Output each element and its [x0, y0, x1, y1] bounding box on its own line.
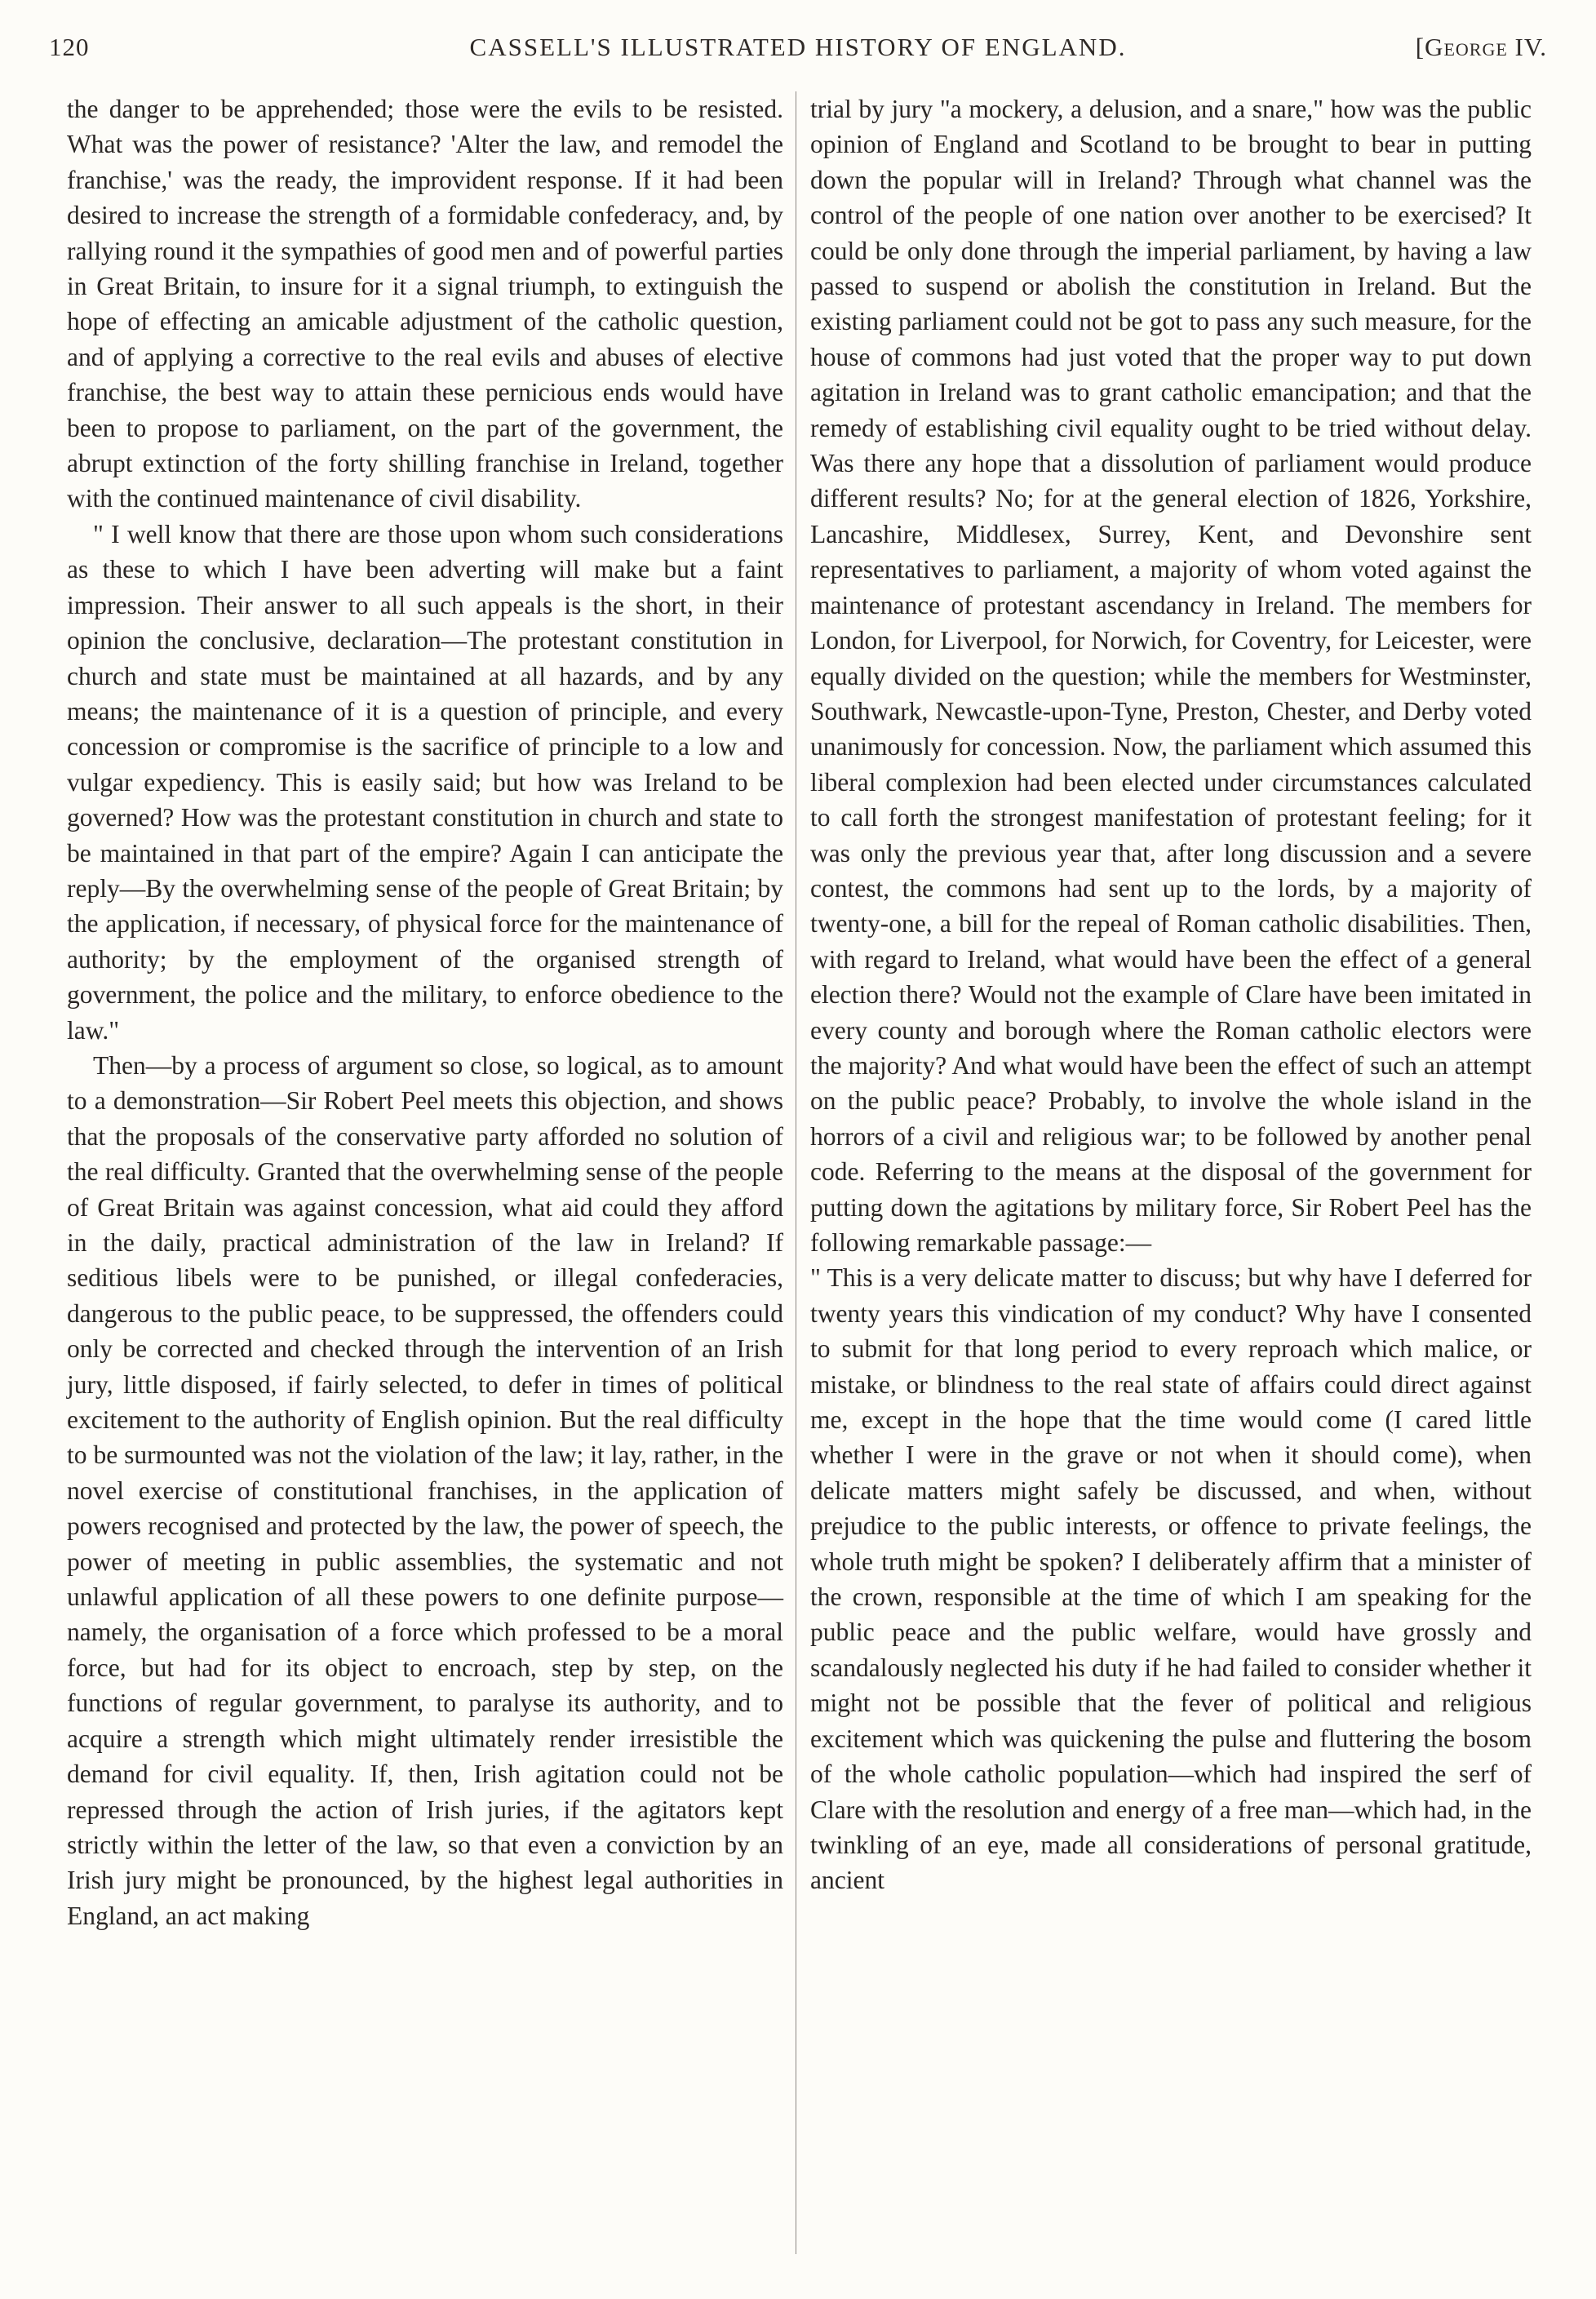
paragraph: " I well know that there are those upon whom such considerations as these to which I have been adverting will make but a faint impression. Their answer to all such appeals is the short, in their opinion the conclusive, declaration—The protestant constitution in church and state must be maintained at all hazards, and by any means; the maintenance of it is a question of principle, and every concession or compromise is the sacrifice of principle to a low and vulgar expediency. This is easily said; but how was Ireland to be governed? How was the protestant constitution in church and state to be maintained in that part of the empire? Again I can anticipate the reply—By the overwhelming sense of the people of Great Britain; by the application, if necessary, of physical force for the maintenance of authority; by the employment of the organised strength of government, the police and the military, to enforce obedience to the law.": [67, 519, 783, 1045]
page-number: 120: [49, 33, 90, 61]
paragraph: Then—by a process of argument so close, so logical, as to amount to a demonstration—Sir Robert Peel meets this objection, and shows that the proposals of the conservative party afforded no solution of the real difficulty. Granted that the overwhelming sense of the people of Great Britain was against concession, what aid could they afford in the daily, practical administration of the law in Ireland? If seditious libels were to be punished, or illegal confederacies, dangerous to the public peace, to be suppressed, the offenders could only be corrected and checked through the intervention of an Irish jury, little disposed, if fairly selected, to defer in times of political excitement to the authority of English opinion. But the real difficulty to be surmounted was not the violation of the law; it lay, rather, in the novel exercise of constitutional franchises, in the application of powers recognised and protected by the law, the power of speech, the power of meeting in public assemblies, the systematic and not unlawful application of all these powers to one definite purpose—namely, the organisation of a force which professed to be a moral force, but had for its object to encroach, step by step, on the functions of regular government, to paralyse its authority, and to acquire a strength which might ultimately render irresistible the demand for civil equality. If, then, Irish agitation could not be repressed through the action of Irish juries, if the agitators kept strictly within the letter of the law, so that even a conviction by an Irish jury might be pronounced, by the highest legal authorities in England, an act making: [67, 1050, 783, 1930]
paragraph: trial by jury "a mockery, a delusion, and a snare," how was the public opinion of England and Scotland to be brought to bear in putting down the popular will in Ireland? Through what channel was the control of the people of one nation over another to be exercised? It could be only done through the imperial parliament, by having a law passed to suspend or abolish the constitution in Ireland. But the existing parliament could not be got to pass any such measure, for the house of commons had just voted that the proper way to put down agitation in Ireland was to grant catholic emancipation; and that the remedy of establishing civil equality ought to be tried without delay. Was there any hope that a dissolution of parliament would produce different results? No; for at the general election of 1826, Yorkshire, Lancashire, Middlesex, Surrey, Kent, and Devonshire sent representatives to parliament, a majority of whom voted against the maintenance of protestant ascendancy in Ireland. The members for London, for Liverpool, for Norwich, for Coventry, for Leicester, were equally divided on the question; while the members for Westminster, Southwark, Newcastle-upon-Tyne, Preston, Chester, and Derby voted unanimously for concession. Now, the parliament which assumed this liberal complexion had been elected under circumstances calculated to call forth the strongest manifestation of protestant feeling; for it was only the previous year that, after long discussion and a severe contest, the commons had sent up to the lords, by a majority of twenty-one, a bill for the repeal of Roman catholic disabilities. Then, with regard to Ireland, what would have been the effect of a general election there? Would not the example of Clare have been imitated in every county and borough where the Roman catholic electors were the majority? And what would have been the effect of such an attempt on the public peace? Probably, to involve the whole island in the horrors of a civil and religious war; to be followed by another penal code. Referring to the means at the disposal of the government for putting down the agitations by military force, Sir Robert Peel has the following remarkable passage:—: [810, 95, 1532, 1257]
paragraph: " This is a very delicate matter to discuss; but why have I deferred for twenty years this vindication of my conduct? Why have I consented to submit for that long period to every reproach which malice, or mistake, or blindness to the real state of affairs could direct against me, except in the hope that the time would come (I cared little whether I were in the grave or not when it should come), when delicate matters might safely be discussed, and when, without prejudice to the public interests, or offence to private feelings, the whole truth might be spoken? I deliberately affirm that a minister of the crown, responsible at the time of which I am speaking for the public peace and the public welfare, would have grossly and scandalously neglected his duty if he had failed to consider whether it might not be possible that the fever of political and religious excitement which was quickening the pulse and fluttering the bosom of the whole catholic population—which had inspired the serf of Clare with the resolution and energy of a free man—which had, in the twinkling of an eye, made all considerations of personal gratitude, ancient: [810, 1263, 1532, 1895]
running-header: [49, 24, 1547, 70]
running-title: CASSELL'S ILLUSTRATED HISTORY OF ENGLAND.: [469, 33, 1127, 61]
reign-label: [George IV.: [1415, 33, 1547, 61]
left-text-column: [67, 91, 783, 1933]
right-text-column: [810, 91, 1532, 1898]
paragraph: the danger to be apprehended; those were the evils to be resisted. What was the power of resistance? 'Alter the law, and remodel the franchise,' was the ready, the improvident response. If it had been desired to increase the strength of a formidable confederacy, and, by rallying round it the sympathies of good men and of powerful parties in Great Britain, to insure for it a signal triumph, to extinguish the hope of effecting an amicable adjustment of the catholic question, and of applying a corrective to the real evils and abuses of elective franchise, the best way to attain these pernicious ends would have been to propose to parliament, on the part of the government, the abrupt extinction of the forty shilling franchise in Ireland, together with the continued maintenance of civil disability.: [67, 95, 783, 513]
